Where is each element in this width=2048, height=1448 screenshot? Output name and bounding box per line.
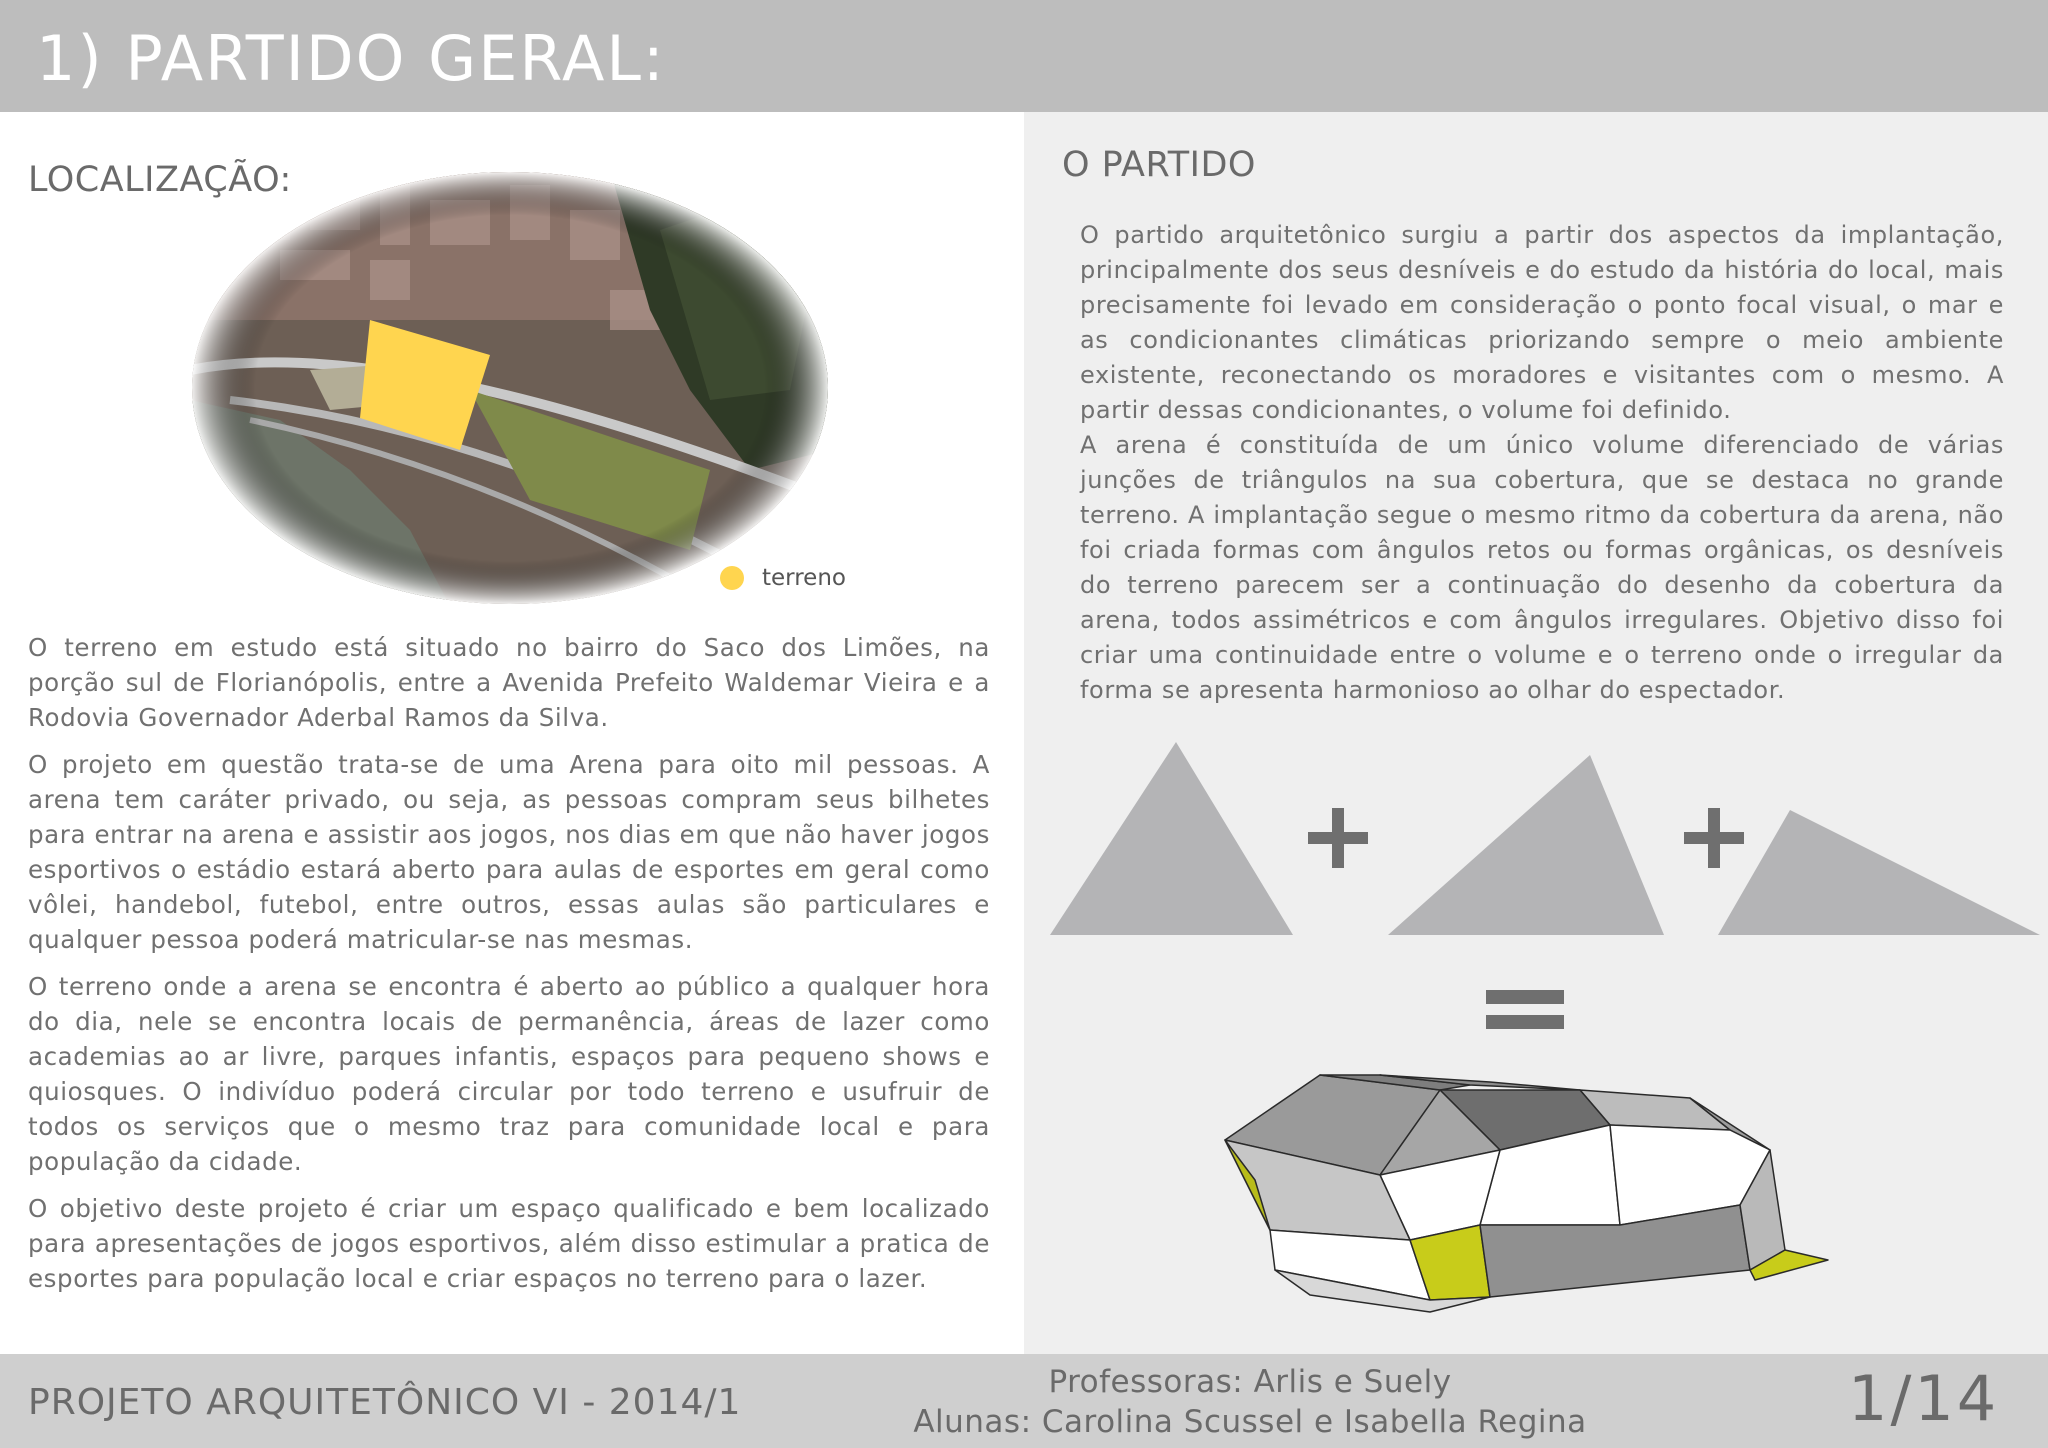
map-legend [720,565,846,591]
partido-text [1080,218,2004,708]
credits [900,1362,1600,1442]
arena-volume [1225,1075,1828,1312]
course-title: PROJETO ARQUITETÔNICO VI - 2014/1 [28,1382,742,1423]
section-title-localizacao: LOCALIZAÇÃO: [28,160,292,200]
header-bar [0,0,2048,112]
equals-icon [1486,990,1564,1029]
localizacao-paragraph: O objetivo deste projeto é criar um espaço qualificado e bem localizado para apresentações de jogos esportivos, além disso estimular a pratica de esportes para população local e criar espaços no terreno para o lazer. [28,1194,990,1293]
triangle-3 [1718,810,2040,935]
footer-bar [0,1354,2048,1448]
partido-paragraph: A arena é constituída de um único volume diferenciado de várias junções de triângulos na sua cobertura, que se destaca no grande terreno. A implantação segue o mesmo ritmo da cobertura da arena, não foi criada formas com ângulos retos ou formas orgânicas, os desníveis do terreno parecem ser a continuação do desenho da cobertura da arena, todos assimétricos e com ângulos irregulares. Objetivo disso foi criar uma continuidade entre o volume e o terreno onde o irregular da forma se apresenta harmonioso ao olhar do espectador. [1080,431,2004,704]
page-title: 1) PARTIDO GERAL: [36,22,666,95]
plus-icon-2 [1684,808,1744,868]
triangle-1 [1050,742,1293,935]
localizacao-paragraph: O terreno onde a arena se encontra é aberto ao público a qualquer hora do dia, nele se encontra locais de permanência, áreas de lazer como academias ao ar livre, parques infantis, espaços para pequeno shows e quiosques. O indivíduo poderá circular por todo terreno e usufruir de todos os serviços que o mesmo traz para comunidade local e para população da cidade. [28,972,990,1176]
legend-dot-icon [720,566,744,590]
triangle-2 [1388,755,1664,935]
localizacao-paragraph: O terreno em estudo está situado no bairro do Saco dos Limões, na porção sul de Florianópolis, entre a Avenida Prefeito Waldemar Vieira e a Rodovia Governador Aderbal Ramos da Silva. [28,633,990,732]
partido-paragraph: O partido arquitetônico surgiu a partir dos aspectos da implantação, principalmente dos seus desníveis e do estudo da história do local, mais precisamente foi levado em consideração o ponto focal visual, o mar e as condicionantes climáticas priorizando sempre o meio ambiente existente, reconectando os moradores e visitantes com o mesmo. A partir dessas condicionantes, o volume foi definido. [1080,221,2004,424]
page-number: 1/14 [1848,1362,2000,1435]
students-line: Alunas: Carolina Scussel e Isabella Regina [913,1404,1587,1440]
localizacao-text [28,630,990,1308]
location-map-image [190,170,830,606]
professors-line: Professoras: Arlis e Suely [1048,1364,1452,1400]
localizacao-paragraph: O projeto em questão trata-se de uma Arena para oito mil pessoas. A arena tem caráter privado, ou seja, as pessoas compram seus bilhetes para entrar na arena e assistir aos jogos, nos dias em que não haver jogos esportivos o estádio estará aberto para aulas de esportes em geral como vôlei, handebol, futebol, entre outros, essas aulas são particulares e qualquer pessoa poderá matricular-se nas mesmas. [28,750,990,954]
legend-label: terreno [762,565,846,591]
section-title-partido: O PARTIDO [1062,145,1256,185]
plus-icon-1 [1308,808,1368,868]
concept-diagram [1050,730,2040,1340]
